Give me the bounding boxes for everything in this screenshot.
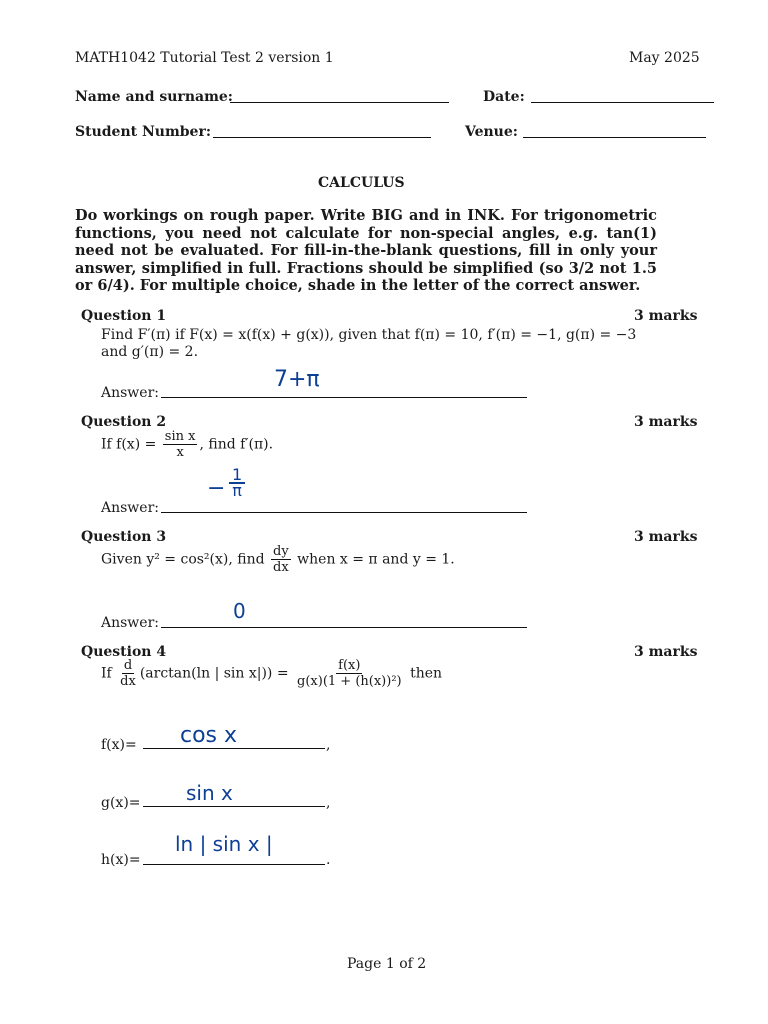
question-2-handwritten-sign: −	[207, 476, 226, 501]
blank-label-f: f(x)=	[101, 737, 137, 753]
blank-end-f: ,	[326, 737, 331, 753]
question-1-marks: 3 marks	[634, 308, 698, 324]
date-label: Date:	[483, 89, 525, 105]
rhs-fraction	[295, 658, 404, 689]
fraction-numerator: sin x	[164, 429, 196, 444]
question-3-suffix: when x = π and y = 1.	[297, 551, 455, 568]
fraction-numerator: dy	[273, 544, 289, 559]
handwritten-numerator: 1	[229, 468, 245, 484]
question-3-text	[101, 544, 455, 575]
student-number-field[interactable]	[213, 137, 431, 138]
name-field[interactable]	[230, 102, 449, 103]
question-3-prefix: Given y² = cos²(x), find	[101, 551, 265, 568]
blank-label-g: g(x)=	[101, 795, 141, 811]
question-4-expression: (arctan(ln | sin x|)) =	[139, 665, 289, 682]
handwritten-denominator: π	[232, 481, 242, 500]
question-4-suffix: then	[410, 665, 443, 682]
question-2-marks: 3 marks	[634, 414, 698, 430]
name-label: Name and surname:	[75, 89, 233, 105]
question-4-text	[101, 658, 442, 689]
question-2-fraction	[163, 429, 198, 460]
fraction-denominator: g(x)(1 + (h(x))²)	[297, 674, 402, 689]
fraction-denominator: dx	[120, 674, 136, 689]
question-1-title: Question 1	[81, 308, 167, 324]
header-date: May 2025	[629, 50, 700, 66]
question-4-prefix: If	[101, 665, 112, 682]
f-answer-field[interactable]	[143, 748, 325, 749]
page-title: CALCULUS	[318, 175, 405, 191]
blank-end-g: ,	[326, 795, 331, 811]
question-2-text	[101, 429, 273, 460]
question-1-text-cont: and g′(π) = 2.	[101, 344, 199, 360]
fraction-denominator: x	[176, 445, 184, 460]
question-2-answer-field[interactable]	[161, 512, 527, 513]
answer-label: Answer:	[101, 385, 159, 401]
f-handwritten-answer: cos x	[180, 723, 238, 748]
question-3-answer-field[interactable]	[161, 627, 527, 628]
fraction-denominator: dx	[273, 560, 289, 575]
course-header: MATH1042 Tutorial Test 2 version 1	[75, 50, 334, 66]
question-2-suffix: , find f′(π).	[199, 436, 274, 453]
date-field[interactable]	[531, 102, 714, 103]
question-2-title: Question 2	[81, 414, 167, 430]
answer-label: Answer:	[101, 500, 159, 516]
question-4-marks: 3 marks	[634, 644, 698, 660]
page-number: Page 1 of 2	[347, 956, 427, 972]
blank-end-h: .	[326, 852, 331, 868]
question-3-handwritten-answer: 0	[233, 599, 246, 623]
g-answer-field[interactable]	[143, 806, 325, 807]
venue-label: Venue:	[465, 124, 518, 140]
question-2-prefix: If f(x) =	[101, 436, 157, 453]
question-1-handwritten-answer: 7+π	[274, 367, 320, 392]
g-handwritten-answer: sin x	[186, 781, 233, 805]
question-3-marks: 3 marks	[634, 529, 698, 545]
h-answer-field[interactable]	[143, 864, 325, 865]
instructions: Do workings on rough paper. Write BIG and in INK. For trigonometric functions, you need not calculate for non-special angles, e.g. tan(1) need not be evaluated. For fill-in-the-blank questions, fill in only your answer, simplified in full. Fractions should be simplified (so 3/2 not 1.5 or 6/4). For multiple choice, shade in the letter of the correct answer.	[75, 207, 657, 295]
question-2-handwritten-fraction	[229, 465, 245, 500]
answer-label: Answer:	[101, 615, 159, 631]
question-1-answer-field[interactable]	[161, 397, 527, 398]
question-3-title: Question 3	[81, 529, 167, 545]
venue-field[interactable]	[523, 137, 706, 138]
student-number-label: Student Number:	[75, 124, 212, 140]
fraction-numerator: d	[123, 658, 133, 673]
h-handwritten-answer: ln | sin x |	[175, 832, 273, 856]
fraction-numerator: f(x)	[338, 658, 361, 673]
question-4-title: Question 4	[81, 644, 167, 660]
blank-label-h: h(x)=	[101, 852, 141, 868]
derivative-operator	[118, 658, 138, 689]
question-1-text: Find F′(π) if F(x) = x(f(x) + g(x)), given that f(π) = 10, f′(π) = −1, g(π) = −3	[101, 327, 637, 343]
derivative-fraction	[271, 544, 291, 575]
